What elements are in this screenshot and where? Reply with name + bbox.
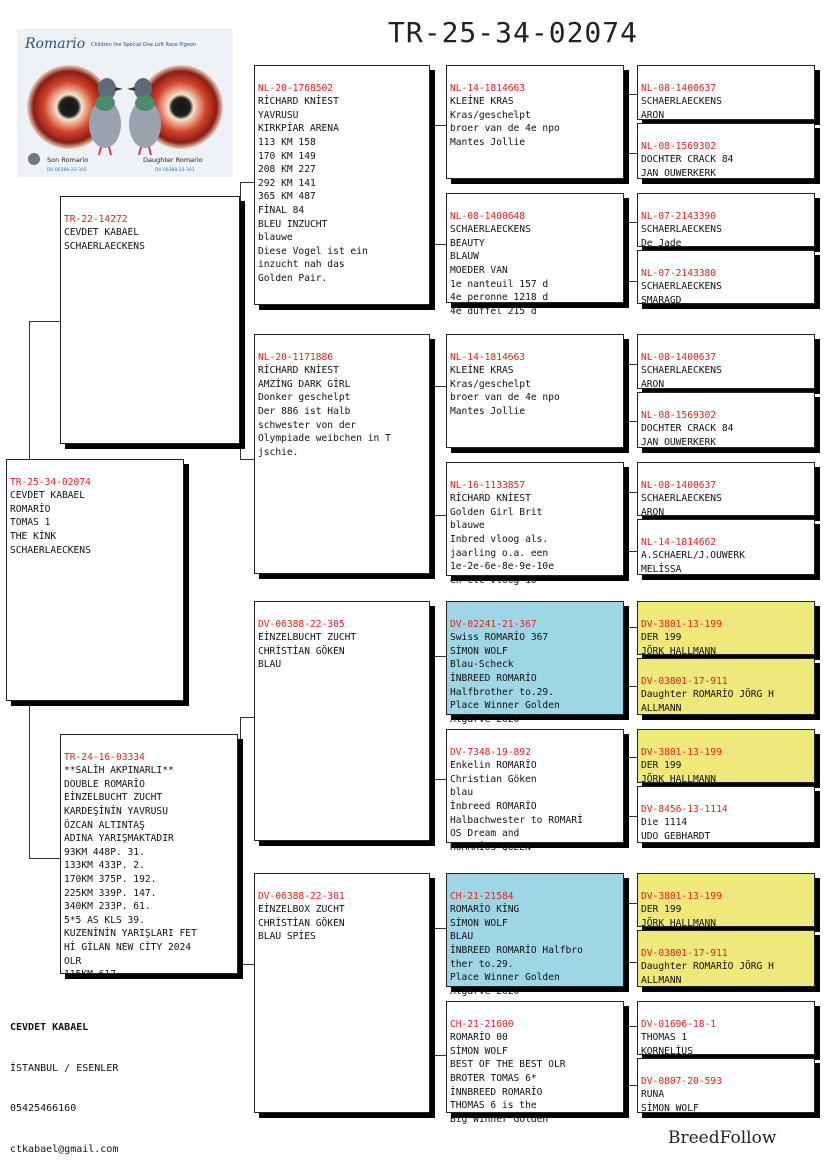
pigeon-details: CEVDET KABAEL ROMARİO TOMAS 1 THE KİNK SCHAERLAECKENS	[10, 490, 91, 556]
pigeon-details: ROMARİO 00 SİMON WOLF BEST OF THE BEST OLR BROTER TOMAS 6* İNNBREED ROMARİO THOMAS 6 is the Big Winner Golden	[450, 1032, 566, 1125]
owner-info	[10, 994, 118, 1170]
pigeon-details: KLEİNE KRAS Kras/geschelpt broer van de 4e npo Mantes Jollie	[450, 96, 560, 148]
pigeon-details: KLEİNE KRAS Kras/geschelpt broer van de 4e npo Mantes Jollie	[450, 365, 560, 417]
ring-number: DV-06388-22-305	[258, 618, 345, 630]
ring-number: DV-01696-18-1	[641, 1018, 717, 1030]
pigeon-details: SCHAERLAECKENS BEAUTY BLAUW MOEDER VAN 1e nanteuil 157 d 4e peronne 1218 d 4e duffel 215 d	[450, 224, 549, 317]
son-ring: DV 06388-22-305	[47, 168, 87, 173]
pigeon-details: DER 199 JÖRK HALLMANN	[641, 632, 717, 657]
pigeon-details: DER 199 JÖRK HALLMANN	[641, 760, 717, 785]
pigeon-details: RİCHARD KNİEST YAVRUSU KIRKPİAR ARENA 113 KM 158 170 KM 149 208 KM 227 292 KM 141 365 KM 487 FİNAL 84 BLEU INZUCHT blauwe Diese Vogel ist ein inzucht nah das Golden Pair.	[258, 96, 368, 284]
pigeon-details: Swiss ROMARİO 367 SİMON WOLF Blau-Scheck İNBREED ROMARİO Halfbrother to.29. Place Winner Golden Algarve 2020	[450, 632, 560, 725]
ring-number: NL-08-1400637	[641, 479, 717, 491]
ring-number: NL-16-1133857	[450, 479, 526, 491]
owner-phone[interactable]: 05425466160	[10, 1103, 77, 1114]
brand-logo: BreedFollow	[668, 1128, 777, 1148]
pigeon-details: SCHAERLAECKENS ARON	[641, 365, 722, 390]
ring-number: DV-0807-20-593	[641, 1075, 722, 1087]
ring-number: DV-7348-19-892	[450, 746, 531, 758]
pedigree-gen4-4[interactable]	[637, 250, 815, 304]
banner-photo	[17, 29, 233, 177]
pigeon-details: RUNA SİMON WOLF	[641, 1089, 699, 1114]
pedigree-gen4-14[interactable]	[637, 930, 815, 987]
ring-number: DV-3801-13-199	[641, 618, 722, 630]
ring-number: NL-20-1171886	[258, 351, 334, 363]
ring-number: DV-8456-13-1114	[641, 803, 728, 815]
ring-number: NL-08-1400637	[641, 351, 717, 363]
pigeon-details: SCHAERLAECKENS ARON	[641, 493, 722, 518]
pedigree-gen3-1[interactable]	[446, 65, 624, 179]
ring-number: CH-21-21584	[450, 890, 514, 902]
ring-number: DV-06388-22-301	[258, 890, 345, 902]
pedigree-gen3-3[interactable]	[446, 334, 624, 448]
ring-number: NL-08-1400648	[450, 210, 526, 222]
ring-number: DV-03801-17-911	[641, 675, 728, 687]
pigeon-details: EİNZELBOX ZUCHT CHRİSTİAN GÖKEN BLAU SPİES	[258, 904, 345, 943]
pigeon-details: RİCHARD KNİEST Golden Girl Brit blauwe Inbred vloog als. jaarling o.a. een 1e-2e-6e-8e-9e-10e en etc vloog 10	[450, 493, 554, 586]
ring-number: NL-14-1814662	[641, 536, 717, 548]
pigeon-banner-image	[17, 29, 233, 177]
ring-number: NL-07-2143380	[641, 267, 717, 279]
pedigree-gen4-9[interactable]	[637, 601, 815, 655]
ring-number: DV-02241-21-367	[450, 618, 537, 630]
ring-number: NL-08-1569302	[641, 140, 717, 152]
banner-logo: Romario	[25, 36, 86, 52]
pigeon-details: A.SCHAERL/J.OUWERK MELİSSA	[641, 550, 745, 575]
ring-number: NL-08-1569302	[641, 409, 717, 421]
pedigree-gen4-5[interactable]	[637, 334, 815, 389]
pedigree-dam[interactable]	[60, 734, 238, 981]
pedigree-gen4-6[interactable]	[637, 392, 815, 448]
pigeon-details: THOMAS 1 KORNELİUS	[641, 1032, 693, 1057]
pedigree-gen3-2[interactable]	[446, 193, 624, 317]
pedigree-gen4-3[interactable]	[637, 193, 815, 247]
ring-number: DV-3801-13-199	[641, 746, 722, 758]
pedigree-gen4-11[interactable]	[637, 729, 815, 783]
ring-number: CH-21-21600	[450, 1018, 514, 1030]
pedigree-gen4-12[interactable]	[637, 786, 815, 843]
ring-number: TR-22-14272	[64, 213, 128, 225]
ring-number: NL-14-1814663	[450, 82, 526, 94]
pigeon-details: SCHAERLAECKENS ARON	[641, 96, 722, 121]
ring-number: NL-14-1814663	[450, 351, 526, 363]
ring-number: TR-24-16-03334	[64, 751, 145, 763]
pigeon-details: Enkelin ROMARİO Christian Göken blau İnbreed ROMARİO Halbachwester to ROMARİ OS Dream and ROMARİOS QUEEN	[450, 760, 583, 853]
pedigree-sire-dam[interactable]	[254, 334, 430, 574]
ring-number: NL-07-2143390	[641, 210, 717, 222]
pedigree-gen4-2[interactable]	[637, 123, 815, 179]
pigeon-details: SCHAERLAECKENS SMARAGD	[641, 281, 722, 306]
pigeon-details: DER 199 JÖRK HALLMANN	[641, 904, 717, 929]
pedigree-gen4-10[interactable]	[637, 658, 815, 715]
pedigree-dam-sire[interactable]	[254, 601, 430, 841]
owner-city: İSTANBUL / ESENLER	[10, 1062, 119, 1074]
pedigree-gen4-7[interactable]	[637, 462, 815, 516]
son-label: Son Romario	[47, 156, 89, 164]
pedigree-gen4-8[interactable]	[637, 519, 815, 575]
pedigree-gen3-5[interactable]	[446, 601, 624, 725]
pigeon-details: CEVDET KABAEL SCHAERLAECKENS	[64, 227, 145, 252]
pigeon-details: DOCHTER CRACK 84 JAN OUWERKERK	[641, 423, 734, 448]
owner-email[interactable]: ctkabael@gmail.com	[10, 1143, 119, 1155]
pedigree-main[interactable]	[6, 459, 184, 701]
page-title: TR-25-34-02074	[388, 16, 639, 49]
pigeon-details: Daughter ROMARİO JÖRG H ALLMANN	[641, 961, 774, 986]
ring-number: DV-03801-17-911	[641, 947, 728, 959]
pedigree-sire-sire[interactable]	[254, 65, 430, 305]
ring-number: NL-20-1768502	[258, 82, 334, 94]
owner-name: CEVDET KABAEL	[10, 1022, 89, 1033]
camera-icon	[28, 153, 40, 165]
daughter-label: Daughter Romario	[143, 156, 203, 164]
pigeon-details: Die 1114 UDO GEBHARDT	[641, 817, 711, 842]
pigeon-details: DOCHTER CRACK 84 JAN OUWERKERK	[641, 154, 734, 179]
banner-tagline: Children the Special One Loft Race Pigeon	[91, 42, 197, 48]
pedigree-gen3-6[interactable]	[446, 729, 624, 853]
ring-number: DV-3801-13-199	[641, 890, 722, 902]
pigeon-details: ROMARİO KİNG SİMON WOLF BLAU İNBREED ROMARİO Halfbro ther to.29. Place Winner Golden Algarve 2020	[450, 904, 583, 997]
daughter-ring: DV 06388-22-301	[155, 168, 195, 173]
pedigree-gen4-16[interactable]	[637, 1058, 815, 1113]
pedigree-gen4-1[interactable]	[637, 65, 815, 120]
pedigree-gen4-13[interactable]	[637, 873, 815, 927]
pigeon-details: RİCHARD KNİEST AMZİNG DARK GİRL Donker geschelpt Der 886 ist Halb schwester von der Olympiade weibchen in T jschie.	[258, 365, 391, 458]
pedigree-gen3-4[interactable]	[446, 462, 624, 586]
pedigree-sire[interactable]	[60, 196, 240, 444]
pedigree-dam-dam[interactable]	[254, 873, 430, 1113]
pedigree-gen3-8[interactable]	[446, 1001, 624, 1125]
ring-number: NL-08-1400637	[641, 82, 717, 94]
ring-number: TR-25-34-02074	[10, 476, 91, 488]
pedigree-gen4-15[interactable]	[637, 1001, 815, 1055]
pedigree-gen3-7[interactable]	[446, 873, 624, 997]
pigeon-details: Daughter ROMARİO JÖRG H ALLMANN	[641, 689, 774, 714]
pigeon-details: **SALİH AKPINARLI** DOUBLE ROMARİO EİNZELBUCHT ZUCHT KARDEŞİNİN YAVRUSU ÖZCAN ALTINTAŞ ADINA YARIŞMAKTADIR 93KM 448P. 31. 133KM 433P. 2. 170KM 375P. 192. 225KM 339P. 147. 340KM 233P. 61. 5*5 AS KLS 39. KUZENİNİN YARIŞLARI FET Hİ GİLAN NEW CİTY 2024 OLR 115KM 617.	[64, 765, 197, 981]
pigeon-details: SCHAERLAECKENS De Jade	[641, 224, 722, 249]
pigeon-details: EİNZELBUCHT ZUCHT CHRİSTİAN GÖKEN BLAU	[258, 632, 357, 671]
